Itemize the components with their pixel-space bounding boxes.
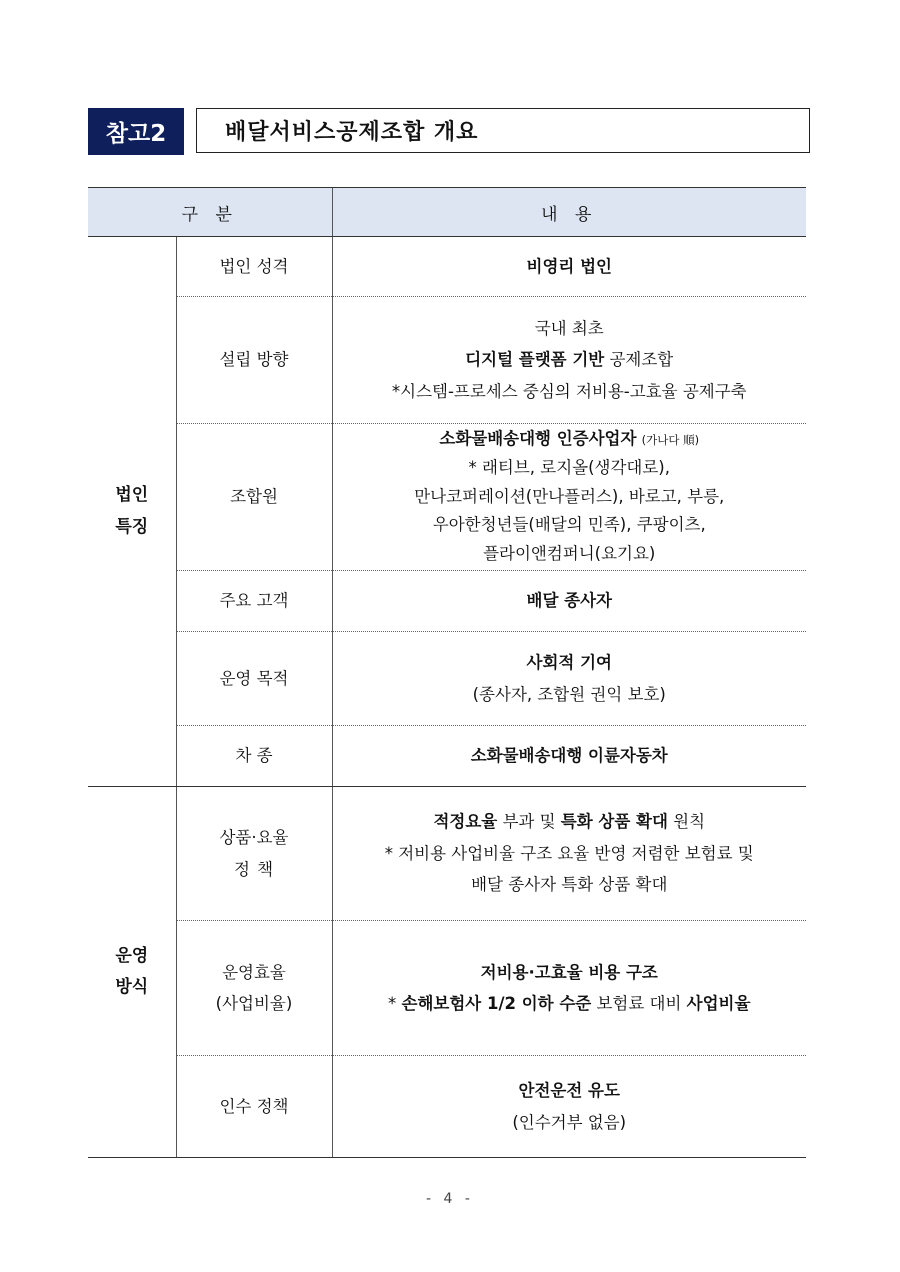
- row-label: 조합원: [176, 424, 332, 571]
- row-content: 저비용·고효율 비용 구조 * 손해보험사 1/2 이하 수준 보험료 대비 사업비율: [332, 921, 806, 1056]
- row-label: 인수 정책: [176, 1056, 332, 1158]
- table-row: [88, 921, 806, 1056]
- table-row: [88, 297, 806, 424]
- row-content: 안전운전 유도 (인수거부 없음): [332, 1056, 806, 1158]
- table-header-row: [88, 188, 806, 237]
- table-row: [88, 1056, 806, 1158]
- overview-table: [88, 187, 806, 1158]
- row-content: 국내 최초 디지털 플랫폼 기반 공제조합 *시스템-프로세스 중심의 저비용-고효율 공제구축: [332, 297, 806, 424]
- table-row: [88, 632, 806, 726]
- row-label: 차 종: [176, 726, 332, 787]
- row-label: 주요 고객: [176, 571, 332, 632]
- row-label: 운영 목적: [176, 632, 332, 726]
- table-row: [88, 237, 806, 297]
- table-row: [88, 787, 806, 921]
- row-label: 상품·요율 정 책: [176, 787, 332, 921]
- row-content: 적정요율 부과 및 특화 상품 확대 원칙 * 저비용 사업비율 구조 요율 반영 저렴한 보험료 및 배달 종사자 특화 상품 확대: [332, 787, 806, 921]
- row-label: 운영효율 (사업비율): [176, 921, 332, 1056]
- table-row: [88, 424, 806, 571]
- row-content: 소화물배송대행 이륜자동차: [332, 726, 806, 787]
- row-content: 배달 종사자: [332, 571, 806, 632]
- row-content: 소화물배송대행 인증사업자 (가나다 順) * 래티브, 로지올(생각대로), 만나코퍼레이션(만나플러스), 바로고, 부릉, 우아한청년들(배달의 민족), 쿠팡이츠, 플라이앤컴퍼니(요기요): [332, 424, 806, 571]
- table-row: [88, 571, 806, 632]
- row-content: 사회적 기여 (종사자, 조합원 권익 보호): [332, 632, 806, 726]
- category-cell: 법인 특징: [88, 237, 176, 787]
- category-header: 구 분: [88, 188, 332, 237]
- row-label: 법인 성격: [176, 237, 332, 297]
- content-header: 내 용: [332, 188, 806, 237]
- reference-badge: 참고2: [88, 108, 184, 155]
- row-label: 설립 방향: [176, 297, 332, 424]
- page-title: 배달서비스공제조합 개요: [196, 108, 810, 153]
- row-content: 비영리 법인: [332, 237, 806, 297]
- category-cell: 운영 방식: [88, 787, 176, 1158]
- table-row: [88, 726, 806, 787]
- page-number: - 4 -: [426, 1191, 474, 1207]
